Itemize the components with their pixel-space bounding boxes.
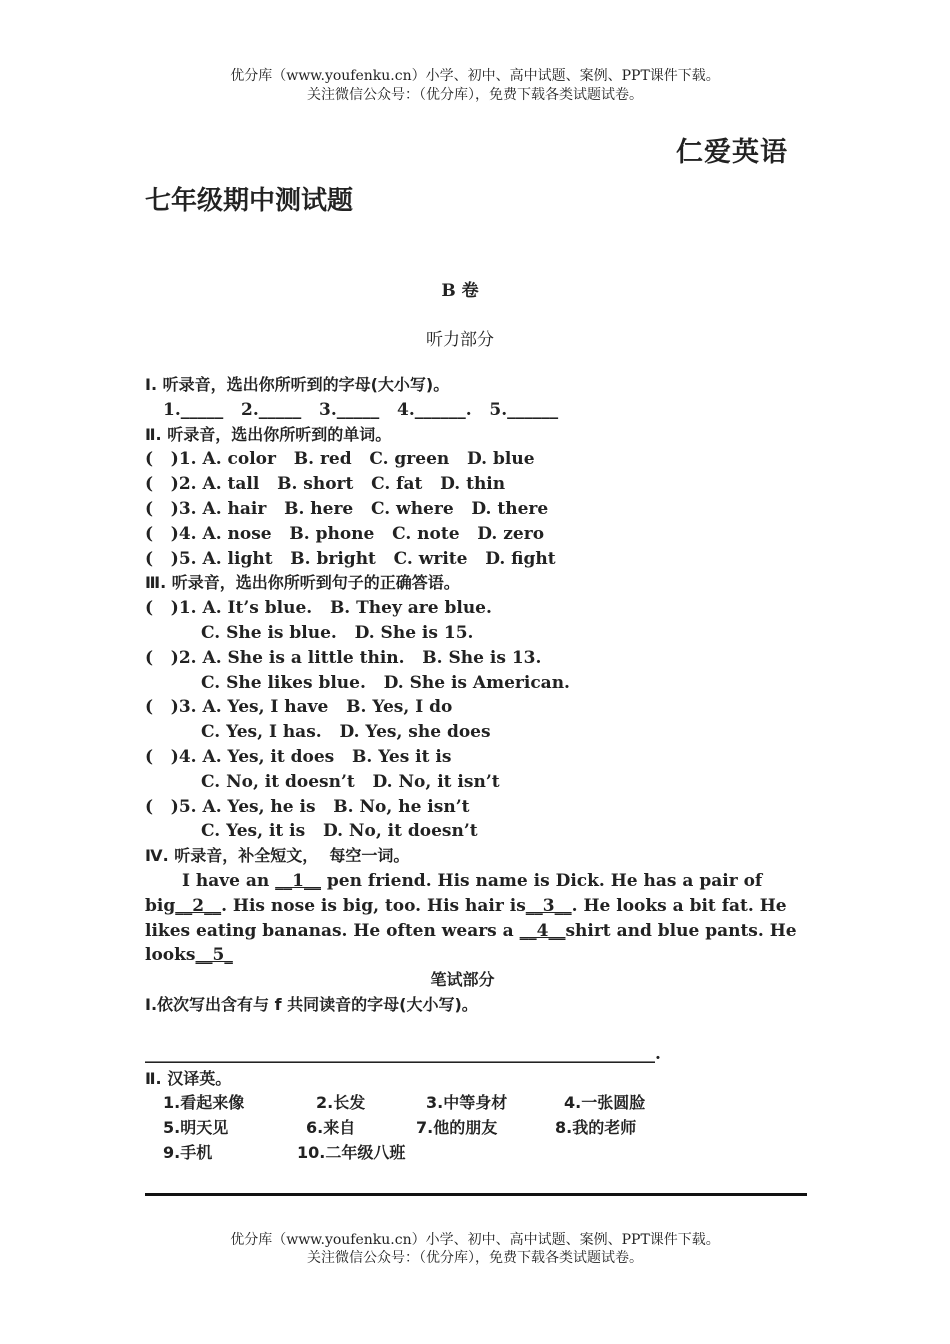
question-item: ( )3. A. Yes, I have B. Yes, I do	[145, 697, 453, 718]
question-options: C. Yes, it is D. No, it doesn’t	[201, 821, 478, 842]
question-options: C. She is blue. D. She is 15.	[201, 622, 474, 643]
section-heading: Ⅲ. 听录音，选出你所听到句子的正确答语。	[145, 573, 460, 593]
blank-5: __5_	[195, 945, 233, 966]
translation-item: 8.我的老师	[555, 1118, 637, 1138]
translation-item: 5.明天见	[163, 1118, 229, 1138]
translation-row	[145, 1091, 810, 1116]
brand-title: 仁爱英语	[676, 137, 788, 168]
page-header-line1: 优分库（www.youfenku.cn）小学、初中、高中试题、案例、PPT课件下载。	[230, 68, 720, 84]
question-item: ( )3. A. hair B. here C. where D. there	[145, 498, 549, 519]
letter-blanks: 1._____ 2._____ 3._____ 4.______. 5.______	[163, 399, 559, 420]
translation-item: 7.他的朋友	[416, 1118, 498, 1138]
section-heading: Ⅳ. 听录音，补全短文， 每空一词。	[145, 846, 410, 866]
blank-3: __3__	[525, 895, 572, 916]
question-options: C. Yes, I has. D. Yes, she does	[201, 722, 491, 743]
translation-row	[145, 1116, 810, 1141]
section-heading: Ⅱ. 听录音，选出你所听到的单词。	[145, 424, 392, 444]
page-footer-line2: 关注微信公众号：（优分库），免费下载各类试题试卷。	[307, 1250, 643, 1266]
translation-row	[145, 1141, 810, 1166]
section-heading: Ⅱ. 汉译英。	[145, 1068, 232, 1088]
question-item: ( )2. A. tall B. short C. fat D. thin	[145, 474, 506, 495]
question-item: ( )1. A. It’s blue. B. They are blue.	[145, 598, 492, 619]
cloze-passage: I have an __1__ pen friend. His name is Dick. He has a pair of big__2__. His nose is big, too. His hair is__3__. He looks a bit fat. He likes eating bananas. He often wears a __4__shirt and blue pants. He looks__5_	[145, 870, 797, 966]
translation-item: 9.手机	[163, 1142, 213, 1162]
volume-label: B 卷	[441, 281, 479, 301]
question-item: ( )5. A. Yes, he is B. No, he isn’t	[145, 796, 470, 817]
section-heading: Ⅰ.依次写出含有与 f 共同读音的字母(大小写)。	[145, 994, 478, 1014]
page-footer-line1: 优分库（www.youfenku.cn）小学、初中、高中试题、案例、PPT课件下载。	[230, 1232, 720, 1248]
blank-2: __2__	[175, 895, 222, 916]
answer-line: ____________________________________________________________.	[145, 1043, 661, 1064]
question-options: C. No, it doesn’t D. No, it isn’t	[201, 771, 500, 792]
footer-divider	[145, 1193, 807, 1196]
question-item: ( )4. A. Yes, it does B. Yes it is	[145, 746, 452, 767]
question-item: ( )4. A. nose B. phone C. note D. zero	[145, 523, 545, 544]
page-title: 七年级期中测试题	[145, 186, 354, 216]
translation-item: 3.中等身材	[426, 1093, 508, 1113]
page-header-line2: 关注微信公众号：（优分库），免费下载各类试题试卷。	[307, 87, 643, 103]
written-section-title: 笔试部分	[430, 970, 495, 990]
exam-content	[145, 373, 810, 1166]
translation-item: 4.一张圆脸	[564, 1093, 646, 1113]
question-item: ( )2. A. She is a little thin. B. She is 13.	[145, 647, 542, 668]
listening-section-title: 听力部分	[426, 330, 494, 350]
translation-item: 2.长发	[316, 1093, 366, 1113]
question-item: ( )1. A. color B. red C. green D. blue	[145, 449, 535, 470]
translation-item: 10.二年级八班	[297, 1142, 406, 1162]
translation-item: 6.来自	[306, 1118, 356, 1138]
translation-item: 1.看起来像	[163, 1093, 245, 1113]
question-options: C. She likes blue. D. She is American.	[201, 672, 570, 693]
blank-1: __1__	[275, 870, 321, 891]
blank-4: __4__	[519, 920, 566, 941]
question-item: ( )5. A. light B. bright C. write D. fight	[145, 548, 556, 569]
section-heading: Ⅰ. 听录音，选出你所听到的字母(大小写)。	[145, 375, 450, 394]
